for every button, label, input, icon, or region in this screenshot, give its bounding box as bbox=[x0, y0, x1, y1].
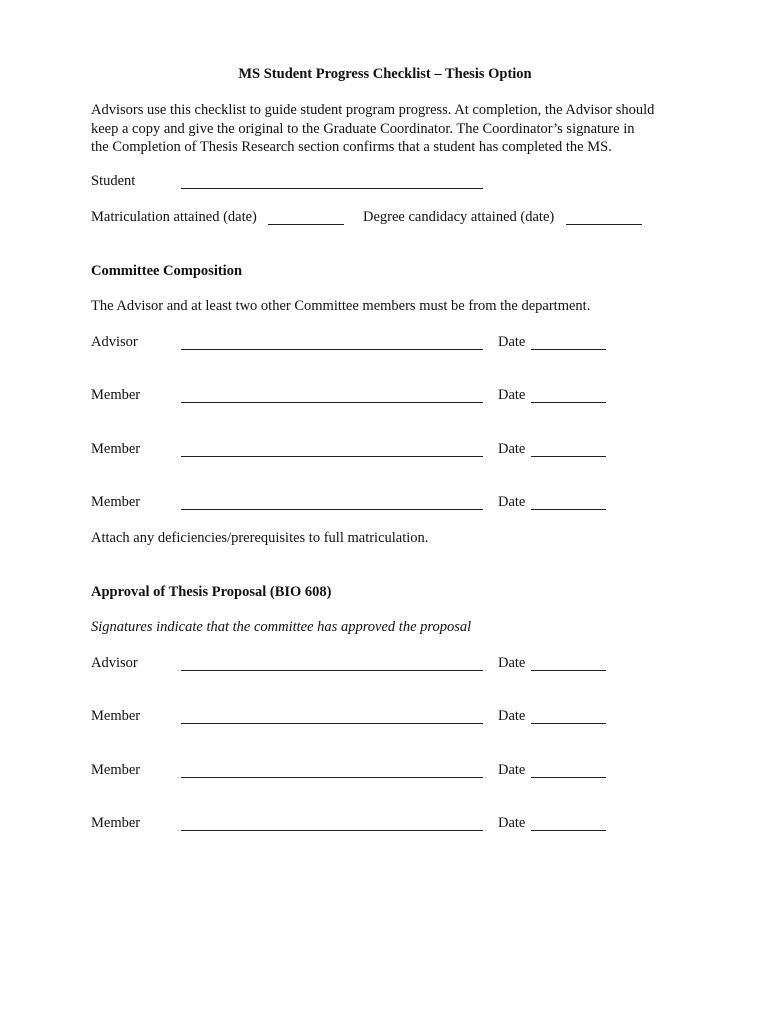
signature-field[interactable] bbox=[181, 349, 483, 350]
date-label: Date bbox=[498, 815, 526, 831]
date-label: Date bbox=[498, 655, 526, 671]
date-field[interactable] bbox=[531, 670, 606, 671]
role-label: Member bbox=[91, 387, 141, 403]
signature-field[interactable] bbox=[181, 509, 483, 510]
candidacy-label: Degree candidacy attained (date) bbox=[363, 209, 555, 225]
committee-footer-note: Attach any deficiencies/prerequisites to full matriculation. bbox=[91, 530, 429, 546]
intro-paragraph bbox=[91, 101, 691, 157]
date-field[interactable] bbox=[531, 830, 606, 831]
role-label: Member bbox=[91, 708, 141, 724]
form-title: MS Student Progress Checklist – Thesis Option bbox=[238, 66, 532, 82]
signature-field[interactable] bbox=[181, 723, 483, 724]
signature-field[interactable] bbox=[181, 830, 483, 831]
candidacy-date-field[interactable] bbox=[566, 224, 642, 225]
role-label: Member bbox=[91, 762, 141, 778]
date-field[interactable] bbox=[531, 349, 606, 350]
date-field[interactable] bbox=[531, 456, 606, 457]
signature-field[interactable] bbox=[181, 456, 483, 457]
student-field[interactable] bbox=[181, 188, 483, 189]
matriculation-label: Matriculation attained (date) bbox=[91, 209, 257, 225]
intro-line: Advisors use this checklist to guide student program progress. At completion, the Advisor should bbox=[91, 102, 655, 118]
signature-field[interactable] bbox=[181, 670, 483, 671]
matriculation-date-field[interactable] bbox=[268, 224, 344, 225]
student-label: Student bbox=[91, 173, 136, 189]
role-label: Advisor bbox=[91, 334, 138, 350]
signature-field[interactable] bbox=[181, 402, 483, 403]
date-field[interactable] bbox=[531, 777, 606, 778]
date-label: Date bbox=[498, 762, 526, 778]
proposal-heading: Approval of Thesis Proposal (BIO 608) bbox=[91, 584, 332, 600]
date-field[interactable] bbox=[531, 723, 606, 724]
intro-line: keep a copy and give the original to the Graduate Coordinator. The Coordinator’s signature in bbox=[91, 120, 635, 137]
date-label: Date bbox=[498, 334, 526, 350]
committee-note: The Advisor and at least two other Committee members must be from the department. bbox=[91, 298, 591, 314]
date-field[interactable] bbox=[531, 402, 606, 403]
signature-field[interactable] bbox=[181, 777, 483, 778]
date-label: Date bbox=[498, 441, 526, 457]
date-label: Date bbox=[498, 494, 526, 510]
role-label: Member bbox=[91, 494, 141, 510]
date-label: Date bbox=[498, 708, 526, 724]
date-field[interactable] bbox=[531, 509, 606, 510]
role-label: Member bbox=[91, 441, 141, 457]
date-label: Date bbox=[498, 387, 526, 403]
proposal-note: Signatures indicate that the committee has approved the proposal bbox=[91, 619, 472, 635]
intro-line: the Completion of Thesis Research section confirms that a student has completed the MS. bbox=[91, 139, 612, 155]
role-label: Member bbox=[91, 815, 141, 831]
committee-heading: Committee Composition bbox=[91, 263, 243, 279]
role-label: Advisor bbox=[91, 655, 138, 671]
